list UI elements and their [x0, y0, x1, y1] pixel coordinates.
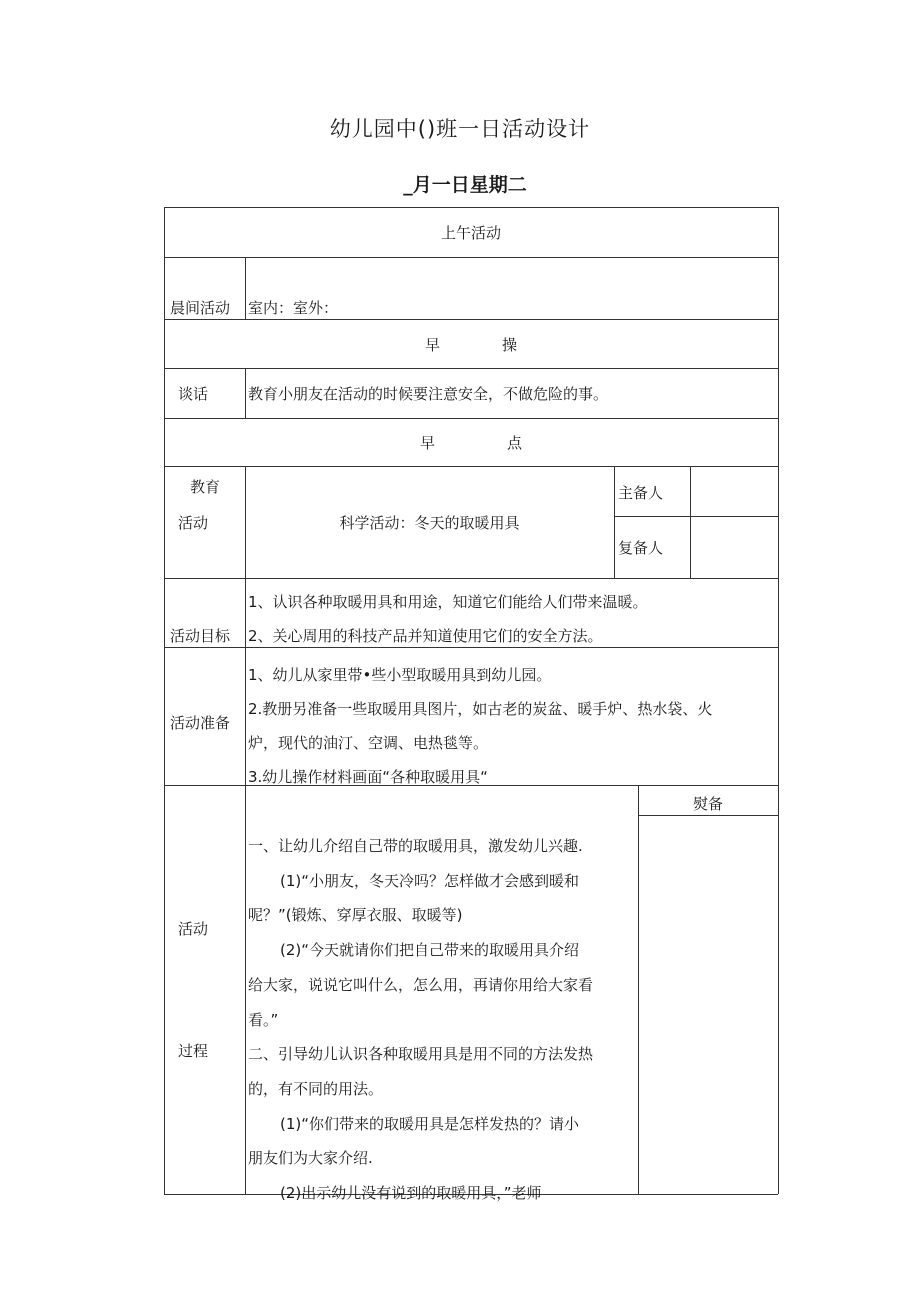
page-title: 幼儿园中()班一日活动设计 [329, 117, 591, 141]
morning-header: 上午活动 [440, 224, 501, 242]
table-border-top [164, 207, 778, 208]
process-line: 朋友们为大家介绍. [248, 1149, 373, 1168]
goals-list [248, 591, 776, 647]
talk-value: 教育小朋友在活动的时候要注意安全，不做危险的事。 [248, 385, 609, 403]
row-divider [164, 647, 778, 648]
row-divider [164, 368, 778, 369]
talk-label: 谈话 [178, 385, 209, 403]
table-border-right [778, 207, 779, 1194]
education-label-line2: 活动 [178, 514, 209, 532]
arrival-label: 晨间活动 [170, 299, 231, 317]
row-divider [164, 418, 778, 419]
col-divider [245, 257, 246, 319]
process-line: 一、让幼儿介绍自己带的取暖用具，激发幼儿兴趣. [248, 837, 583, 855]
process-line: 二、引导幼儿认识各种取暖用具是用不同的方法发热 [248, 1045, 594, 1064]
prep-line: 3.幼儿操作材料画面“各种取暖用具“ [248, 768, 488, 786]
row-divider [638, 815, 778, 816]
process-line: (2)“今天就请你们把自己带来的取暖用具介绍 [280, 941, 580, 960]
process-label-line1: 活动 [178, 920, 209, 938]
col-divider [245, 466, 246, 1194]
col-divider [245, 368, 246, 418]
row-divider [164, 319, 778, 320]
arrival-value: 室内：室外： [248, 299, 339, 317]
process-line: 给大家，说说它叫什么，怎么用，再请你用给大家看 [248, 975, 594, 994]
row-divider [614, 516, 778, 517]
process-line: (1)“你们带来的取暖用具是怎样发热的？请小 [280, 1114, 580, 1133]
exercise-header: 早操 [424, 336, 579, 354]
goals-label: 活动目标 [170, 627, 231, 645]
lead-preparer-label: 主备人 [618, 484, 664, 502]
row-divider [164, 578, 778, 579]
second-preparer-label: 复备人 [618, 539, 664, 557]
col-divider [638, 785, 639, 1194]
prep-line: 1、幼儿从家里带•些小型取暖用具到幼儿园。 [248, 666, 552, 684]
education-topic: 科学活动：冬天的取暖用具 [339, 514, 520, 532]
process-line: (1)“小朋友，冬天冷吗？怎样做才会感到暖和 [280, 871, 580, 890]
row-divider [164, 466, 778, 467]
process-body [248, 829, 636, 1211]
date-line: _月一日星期二 [403, 174, 527, 196]
goal-item: 2、关心周用的科技产品并知道使用它们的安全方法。 [248, 627, 603, 645]
prep-label: 活动准备 [170, 714, 231, 732]
process-line: 呢？”(锻炼、穿厚衣服、取暖等) [248, 906, 463, 925]
process-line: 看。” [248, 1010, 279, 1029]
education-label-line1: 教育 [190, 478, 221, 496]
col-divider [690, 466, 691, 578]
process-line: 的，有不同的用法。 [248, 1079, 384, 1098]
prep-line: 炉，现代的油汀、空调、电热毯等。 [248, 734, 489, 752]
prep-line: 2.教册另准备一些取暖用具图片，如古老的炭盆、暖手炉、热水袋、火 [248, 700, 713, 718]
process-label-line2: 过程 [178, 1042, 209, 1060]
process-line: (2)出示幼儿没有说到的取暖用具，”老师 [280, 1184, 542, 1203]
col-divider [614, 466, 615, 578]
goal-item: 1、认识各种取暖用具和用途，知道它们能给人们带来温暖。 [248, 593, 648, 611]
row-divider [164, 257, 778, 258]
snack-header: 早点 [419, 434, 594, 452]
prep-list [248, 658, 776, 794]
notes-header: 熨备 [692, 795, 723, 813]
